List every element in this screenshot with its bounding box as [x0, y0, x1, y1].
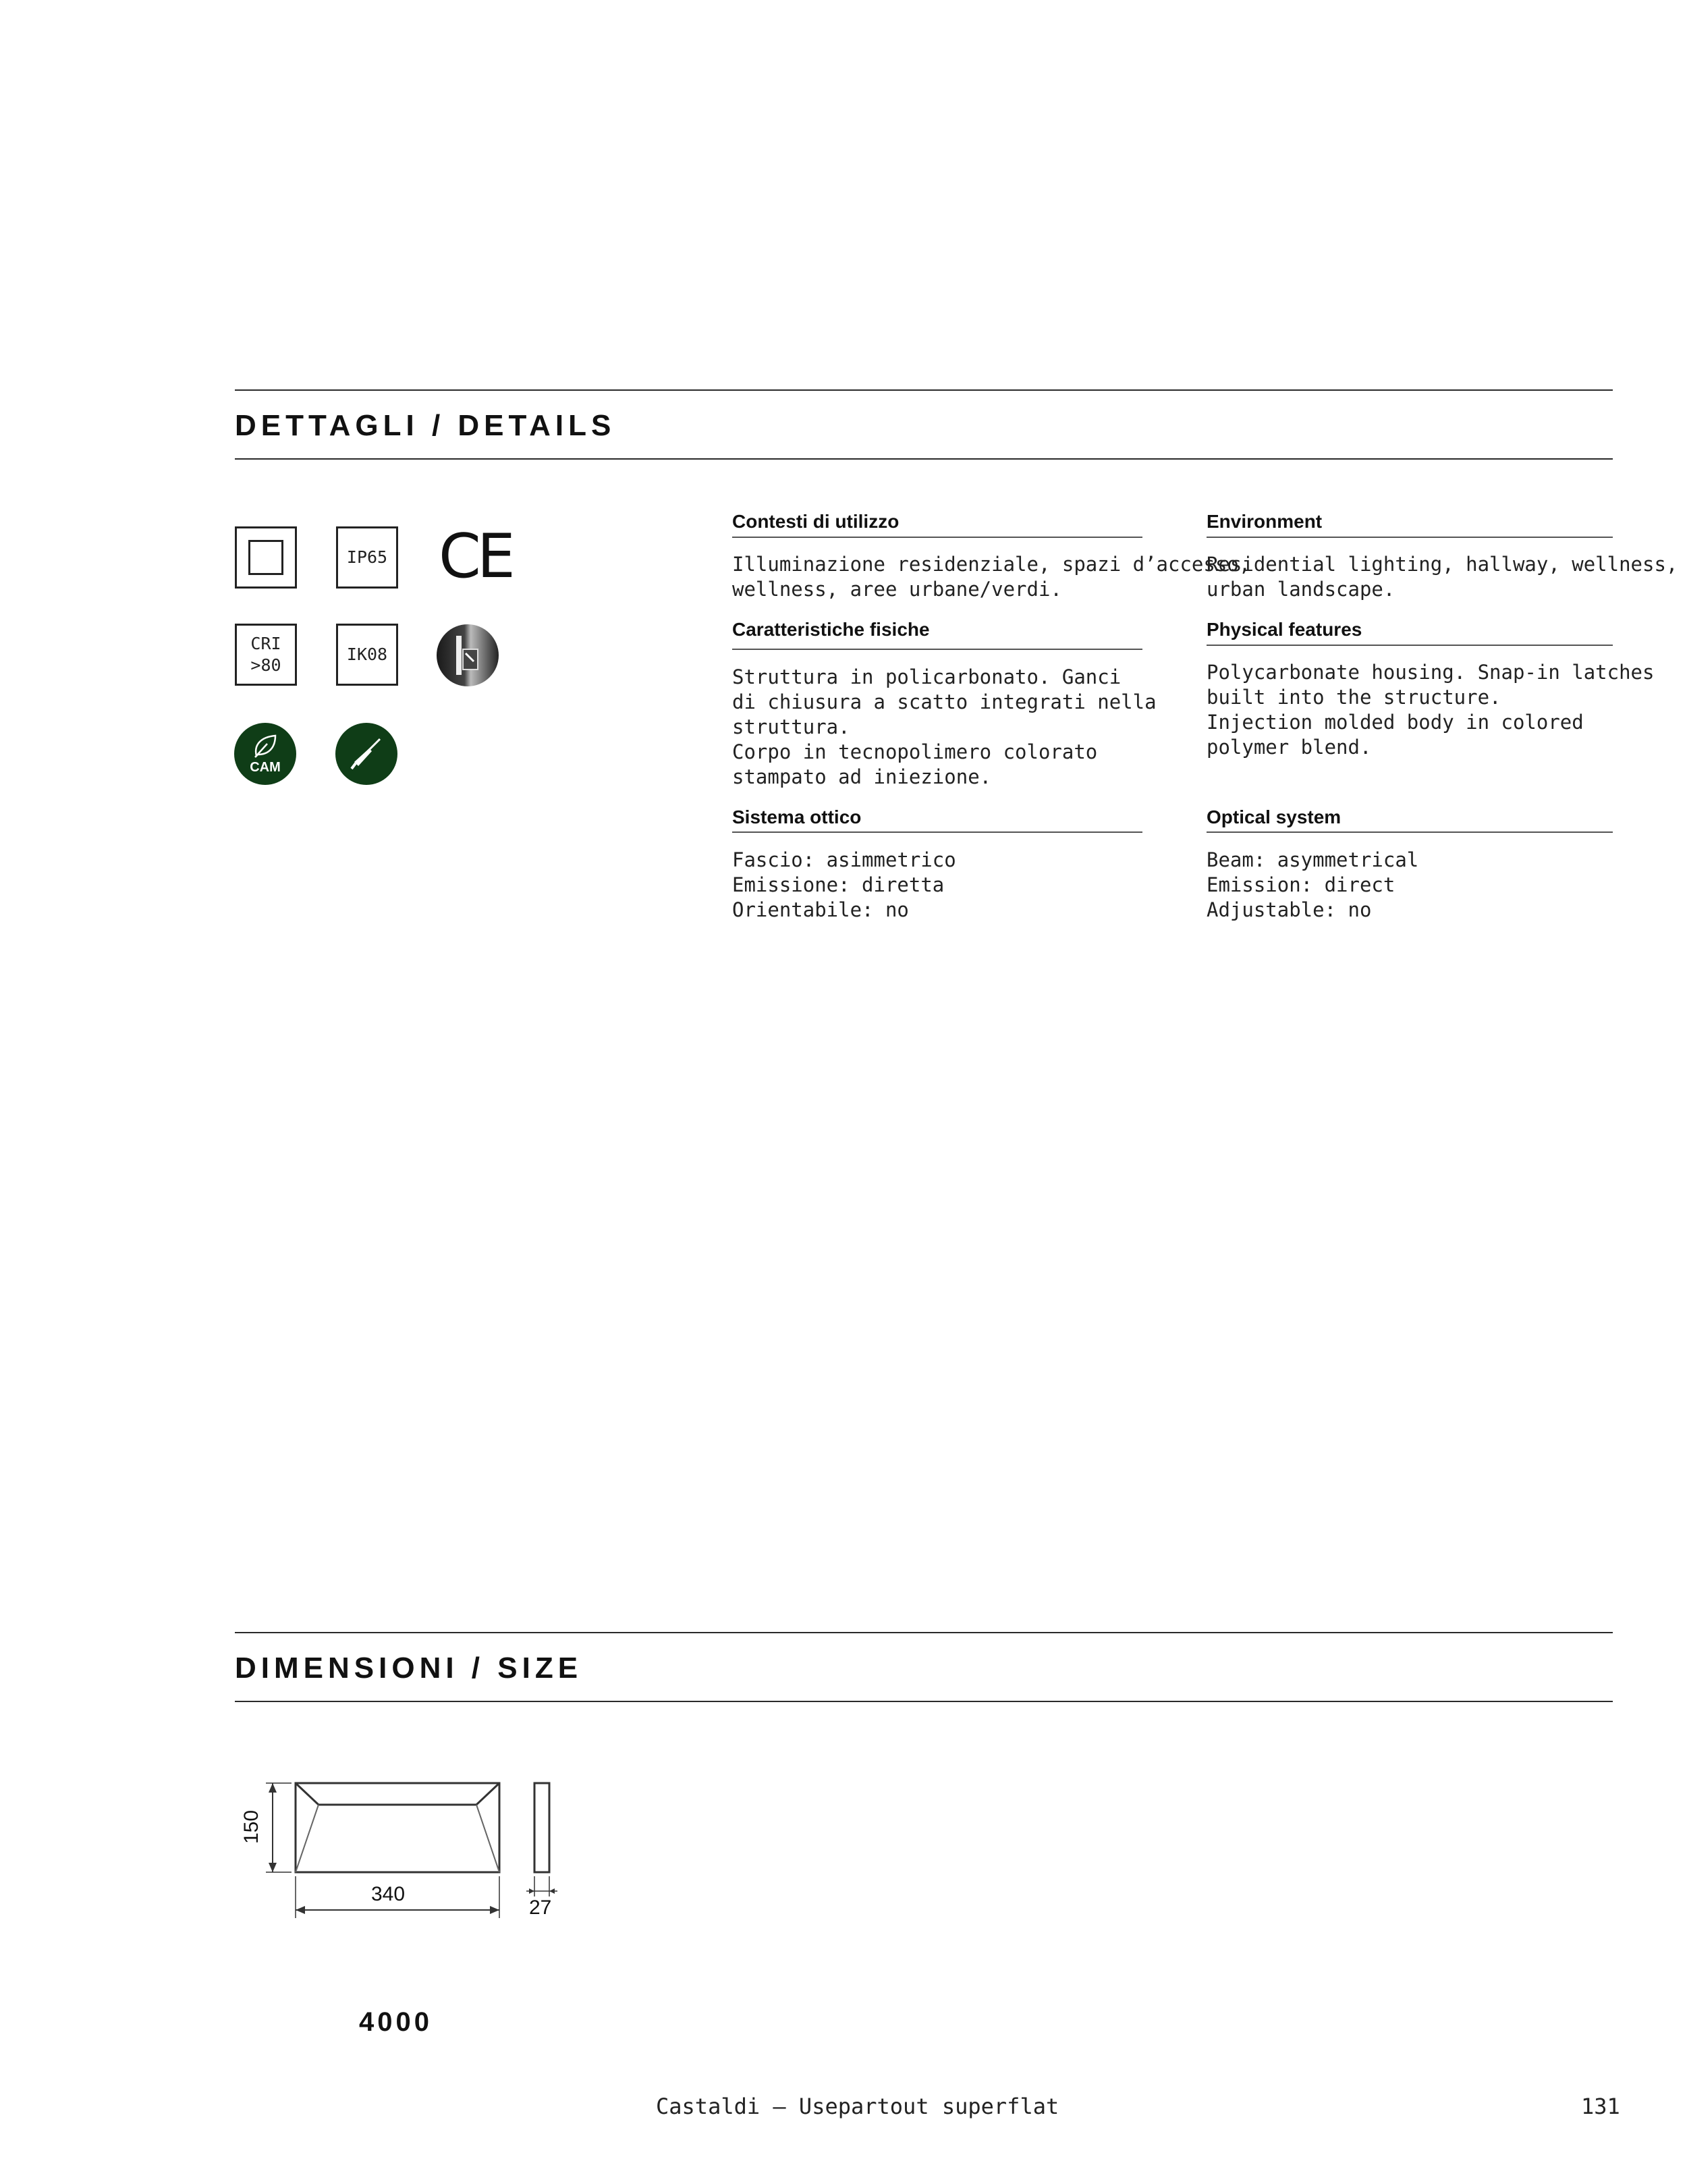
optical-heading-en: Optical system — [1207, 807, 1342, 827]
ce-mark-icon: CE — [439, 521, 511, 592]
environment-rule-en — [1207, 537, 1613, 538]
optical-text-it: Fascio: asimmetrico Emissione: diretta Orientabile: no — [732, 848, 956, 921]
footer-brand-line: Castaldi — Usepartout superflat — [656, 2094, 1059, 2119]
ik-rating-badge: IK08 — [336, 624, 398, 686]
cam-label: CAM — [250, 759, 281, 775]
height-dimension-label: 150 — [240, 1809, 262, 1844]
class-2-insulation-icon — [235, 526, 297, 589]
screwdriver-icon — [335, 723, 397, 785]
environment-text-en: Residential lighting, hallway, wellness, urban landscape. — [1207, 553, 1678, 601]
physical-text-it: Struttura in policarbonato. Ganci di chiusura a scatto integrati nella struttura. Corpo in tecnopolimero colorato stampato ad iniezione. — [732, 665, 1157, 788]
page-number: 131 — [1581, 2094, 1620, 2119]
class-2-inner-square — [248, 540, 283, 575]
physical-rule-en — [1207, 645, 1613, 646]
size-top-rule — [235, 1632, 1613, 1633]
physical-heading-en: Physical features — [1207, 619, 1362, 640]
color-temperature-label: 4000 — [359, 2007, 433, 2037]
width-dimension-label: 340 — [371, 1883, 406, 1905]
physical-heading-it: Caratteristiche fisiche — [732, 619, 930, 640]
optical-heading-it: Sistema ottico — [732, 807, 862, 827]
details-bottom-rule — [235, 458, 1613, 460]
physical-rule-it — [732, 649, 1142, 650]
environment-heading-it: Contesti di utilizzo — [732, 511, 900, 532]
optical-rule-it — [732, 831, 1142, 833]
size-section-title: DIMENSIONI / SIZE — [235, 1651, 583, 1685]
wall-mount-icon — [436, 624, 499, 687]
dimension-drawing — [240, 1775, 560, 1923]
depth-dimension-label: 27 — [529, 1896, 552, 1919]
details-top-rule — [235, 389, 1613, 391]
optical-text-en: Beam: asymmetrical Emission: direct Adjustable: no — [1207, 848, 1419, 921]
cam-leaf-icon — [234, 723, 296, 785]
environment-rule-it — [732, 537, 1142, 538]
ip-rating-badge: IP65 — [336, 526, 398, 589]
optical-rule-en — [1207, 831, 1613, 833]
cri-badge: CRI >80 — [235, 624, 297, 686]
size-bottom-rule — [235, 1701, 1613, 1702]
details-section-title: DETTAGLI / DETAILS — [235, 409, 616, 442]
environment-text-it: Illuminazione residenziale, spazi d’accesso, wellness, aree urbane/verdi. — [732, 553, 1251, 601]
environment-heading-en: Environment — [1207, 511, 1323, 532]
physical-text-en: Polycarbonate housing. Snap-in latches built into the structure. Injection molded body in colored polymer blend. — [1207, 661, 1655, 759]
